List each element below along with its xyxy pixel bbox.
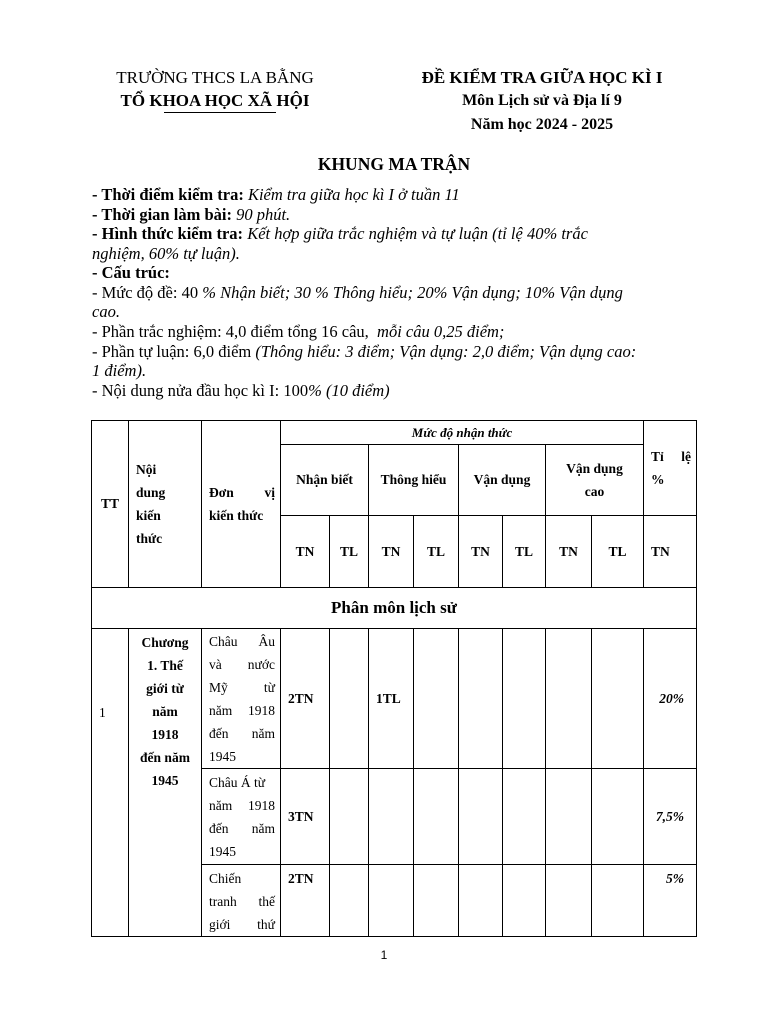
sub-tn: TN [546, 516, 592, 588]
cell-th-tn [369, 865, 414, 937]
chapter-line: 1945 [151, 773, 179, 788]
info-essay-prefix: - Phần tự luận: 6,0 điểm [92, 342, 252, 361]
col-content-line: Nội [136, 462, 157, 477]
unit-line: 1945 [209, 748, 236, 764]
level-header: Mức độ nhận thức [281, 421, 644, 445]
chapter-line: 1. Thế [147, 658, 183, 673]
level-apply-high-line: cao [584, 484, 605, 499]
col-content-line: kiến [136, 508, 161, 523]
level-apply-high [546, 445, 644, 516]
school-year: Năm học 2024 - 2025 [470, 116, 614, 133]
unit-line: năm 1918 [209, 702, 275, 718]
cell-nb-tl [330, 865, 369, 937]
col-content-line: dung [136, 485, 166, 500]
school-name: TRƯỜNG THCS LA BẰNG [116, 68, 314, 87]
col-unit-line: kiến thức [209, 508, 264, 523]
sub-tl: TL [503, 516, 546, 588]
chapter-line: giới từ [146, 681, 184, 696]
level-apply: Vận dụng [459, 445, 546, 516]
cell-vd-tl [503, 629, 546, 769]
info-structure-label: - Cấu trúc: [92, 263, 170, 282]
info-form-label: - Hình thức kiểm tra: [92, 224, 244, 243]
department-name: TỔ KHOA HỌC XÃ HỘI [120, 91, 310, 110]
unit-line: đến năm [209, 725, 275, 741]
level-understand: Thông hiểu [369, 445, 459, 516]
unit-line: Mỹ từ [209, 679, 275, 695]
info-essay-value: (Thông hiểu: 3 điểm; Vận dụng: 2,0 điểm; Vận dụng cao: [255, 342, 637, 361]
info-level-cont: cao. [92, 302, 120, 321]
info-duration-value: 90 phút. [236, 205, 291, 224]
unit-line: Chiến [209, 871, 242, 886]
subject-name: Môn Lịch sử và Địa lí 9 [462, 92, 622, 109]
col-tt: TT [92, 421, 129, 588]
cell-ratio: 20% [644, 629, 697, 769]
info-essay [92, 342, 692, 362]
unit-line: tranh thế [209, 894, 275, 909]
chapter-line: 1918 [151, 727, 179, 742]
info-form-cont: nghiệm, 60% tự luận). [92, 244, 240, 263]
cell-vdc-tl [592, 865, 644, 937]
info-duration-label: - Thời gian làm bài: [92, 205, 232, 224]
cell-vd-tl [503, 865, 546, 937]
info-mc-prefix: - Phần trắc nghiệm: 4,0 điểm tổng 16 câu, [92, 322, 369, 341]
cell-th-tn [369, 769, 414, 865]
info-time [92, 185, 692, 205]
page-number: 1 [380, 948, 388, 962]
col-unit [202, 421, 281, 588]
unit-line: Châu Á từ [209, 774, 266, 790]
info-level-prefix: - Mức độ đề: 40 [92, 283, 199, 302]
department-underline [164, 112, 276, 113]
unit-name [202, 865, 281, 937]
info-duration [92, 205, 692, 225]
matrix-table [91, 420, 697, 937]
unit-name [202, 629, 281, 769]
sub-tn: TN [281, 516, 330, 588]
col-ratio [644, 421, 697, 516]
sub-tn: TN [644, 516, 697, 588]
cell-nb-tl [330, 629, 369, 769]
chapter-line: năm [152, 704, 178, 719]
unit-line: năm 1918 [209, 797, 275, 813]
col-ratio-line: Tỉ lệ [651, 449, 691, 464]
col-ratio-line: % [651, 472, 665, 487]
sub-tn: TN [459, 516, 503, 588]
level-apply-high-line: Vận dụng [566, 461, 623, 476]
col-unit-line: Đơn vị [209, 485, 275, 500]
cell-ratio: 5% [644, 865, 697, 937]
unit-line: 1945 [209, 843, 236, 859]
doc-title: KHUNG MA TRẬN [317, 154, 471, 174]
cell-nb-tn: 2TN [281, 865, 330, 937]
info-content [92, 381, 692, 401]
col-content [129, 421, 202, 588]
cell-th-tn: 1TL [369, 629, 414, 769]
col-content-line: thức [136, 531, 163, 546]
info-content-prefix: - Nội dung nửa đầu học kì I: 100 [92, 381, 309, 400]
cell-nb-tn: 2TN [281, 629, 330, 769]
unit-name [202, 769, 281, 865]
chapter-line: Chương [141, 635, 189, 650]
cell-th-tl [414, 769, 459, 865]
sub-tn: TN [369, 516, 414, 588]
info-form-value: Kết hợp giữa trắc nghiệm và tự luận (tỉ lệ 40% trắc [247, 224, 588, 243]
info-mc-value: mỗi câu 0,25 điểm; [377, 322, 505, 341]
section-title: Phân môn lịch sử [92, 588, 697, 629]
unit-line: và nước [209, 656, 275, 672]
cell-vd-tl [503, 769, 546, 865]
cell-ratio: 7,5% [644, 769, 697, 865]
cell-vd-tn [459, 865, 503, 937]
info-level-value: % Nhận biết; 30 % Thông hiểu; 20% Vận dụng; 10% Vận dụng [202, 283, 623, 302]
unit-line: đến năm [209, 820, 275, 836]
row-number: 1 [92, 629, 129, 937]
cell-vdc-tn [546, 629, 592, 769]
cell-nb-tn: 3TN [281, 769, 330, 865]
exam-title: ĐỀ KIỂM TRA GIỮA HỌC KÌ I [421, 68, 663, 87]
chapter-line: đến năm [140, 750, 190, 765]
level-recognize: Nhận biết [281, 445, 369, 516]
info-mc [92, 322, 692, 342]
cell-vdc-tn [546, 865, 592, 937]
cell-vdc-tn [546, 769, 592, 865]
table-row [92, 629, 697, 769]
unit-line: giới thứ [209, 917, 275, 932]
cell-vdc-tl [592, 769, 644, 865]
cell-vdc-tl [592, 629, 644, 769]
chapter-name [129, 629, 202, 937]
info-time-value: Kiểm tra giữa học kì I ở tuần 11 [247, 185, 460, 204]
sub-tl: TL [592, 516, 644, 588]
cell-th-tl [414, 629, 459, 769]
info-form [92, 224, 692, 244]
sub-tl: TL [330, 516, 369, 588]
info-content-value: % (10 điểm) [308, 381, 390, 400]
info-level [92, 283, 692, 303]
info-essay-cont: 1 điểm). [92, 361, 147, 380]
cell-vd-tn [459, 769, 503, 865]
unit-line: Châu Âu [209, 633, 275, 649]
info-time-label: - Thời điểm kiểm tra: [92, 185, 244, 204]
cell-vd-tn [459, 629, 503, 769]
cell-nb-tl [330, 769, 369, 865]
sub-tl: TL [414, 516, 459, 588]
cell-th-tl [414, 865, 459, 937]
